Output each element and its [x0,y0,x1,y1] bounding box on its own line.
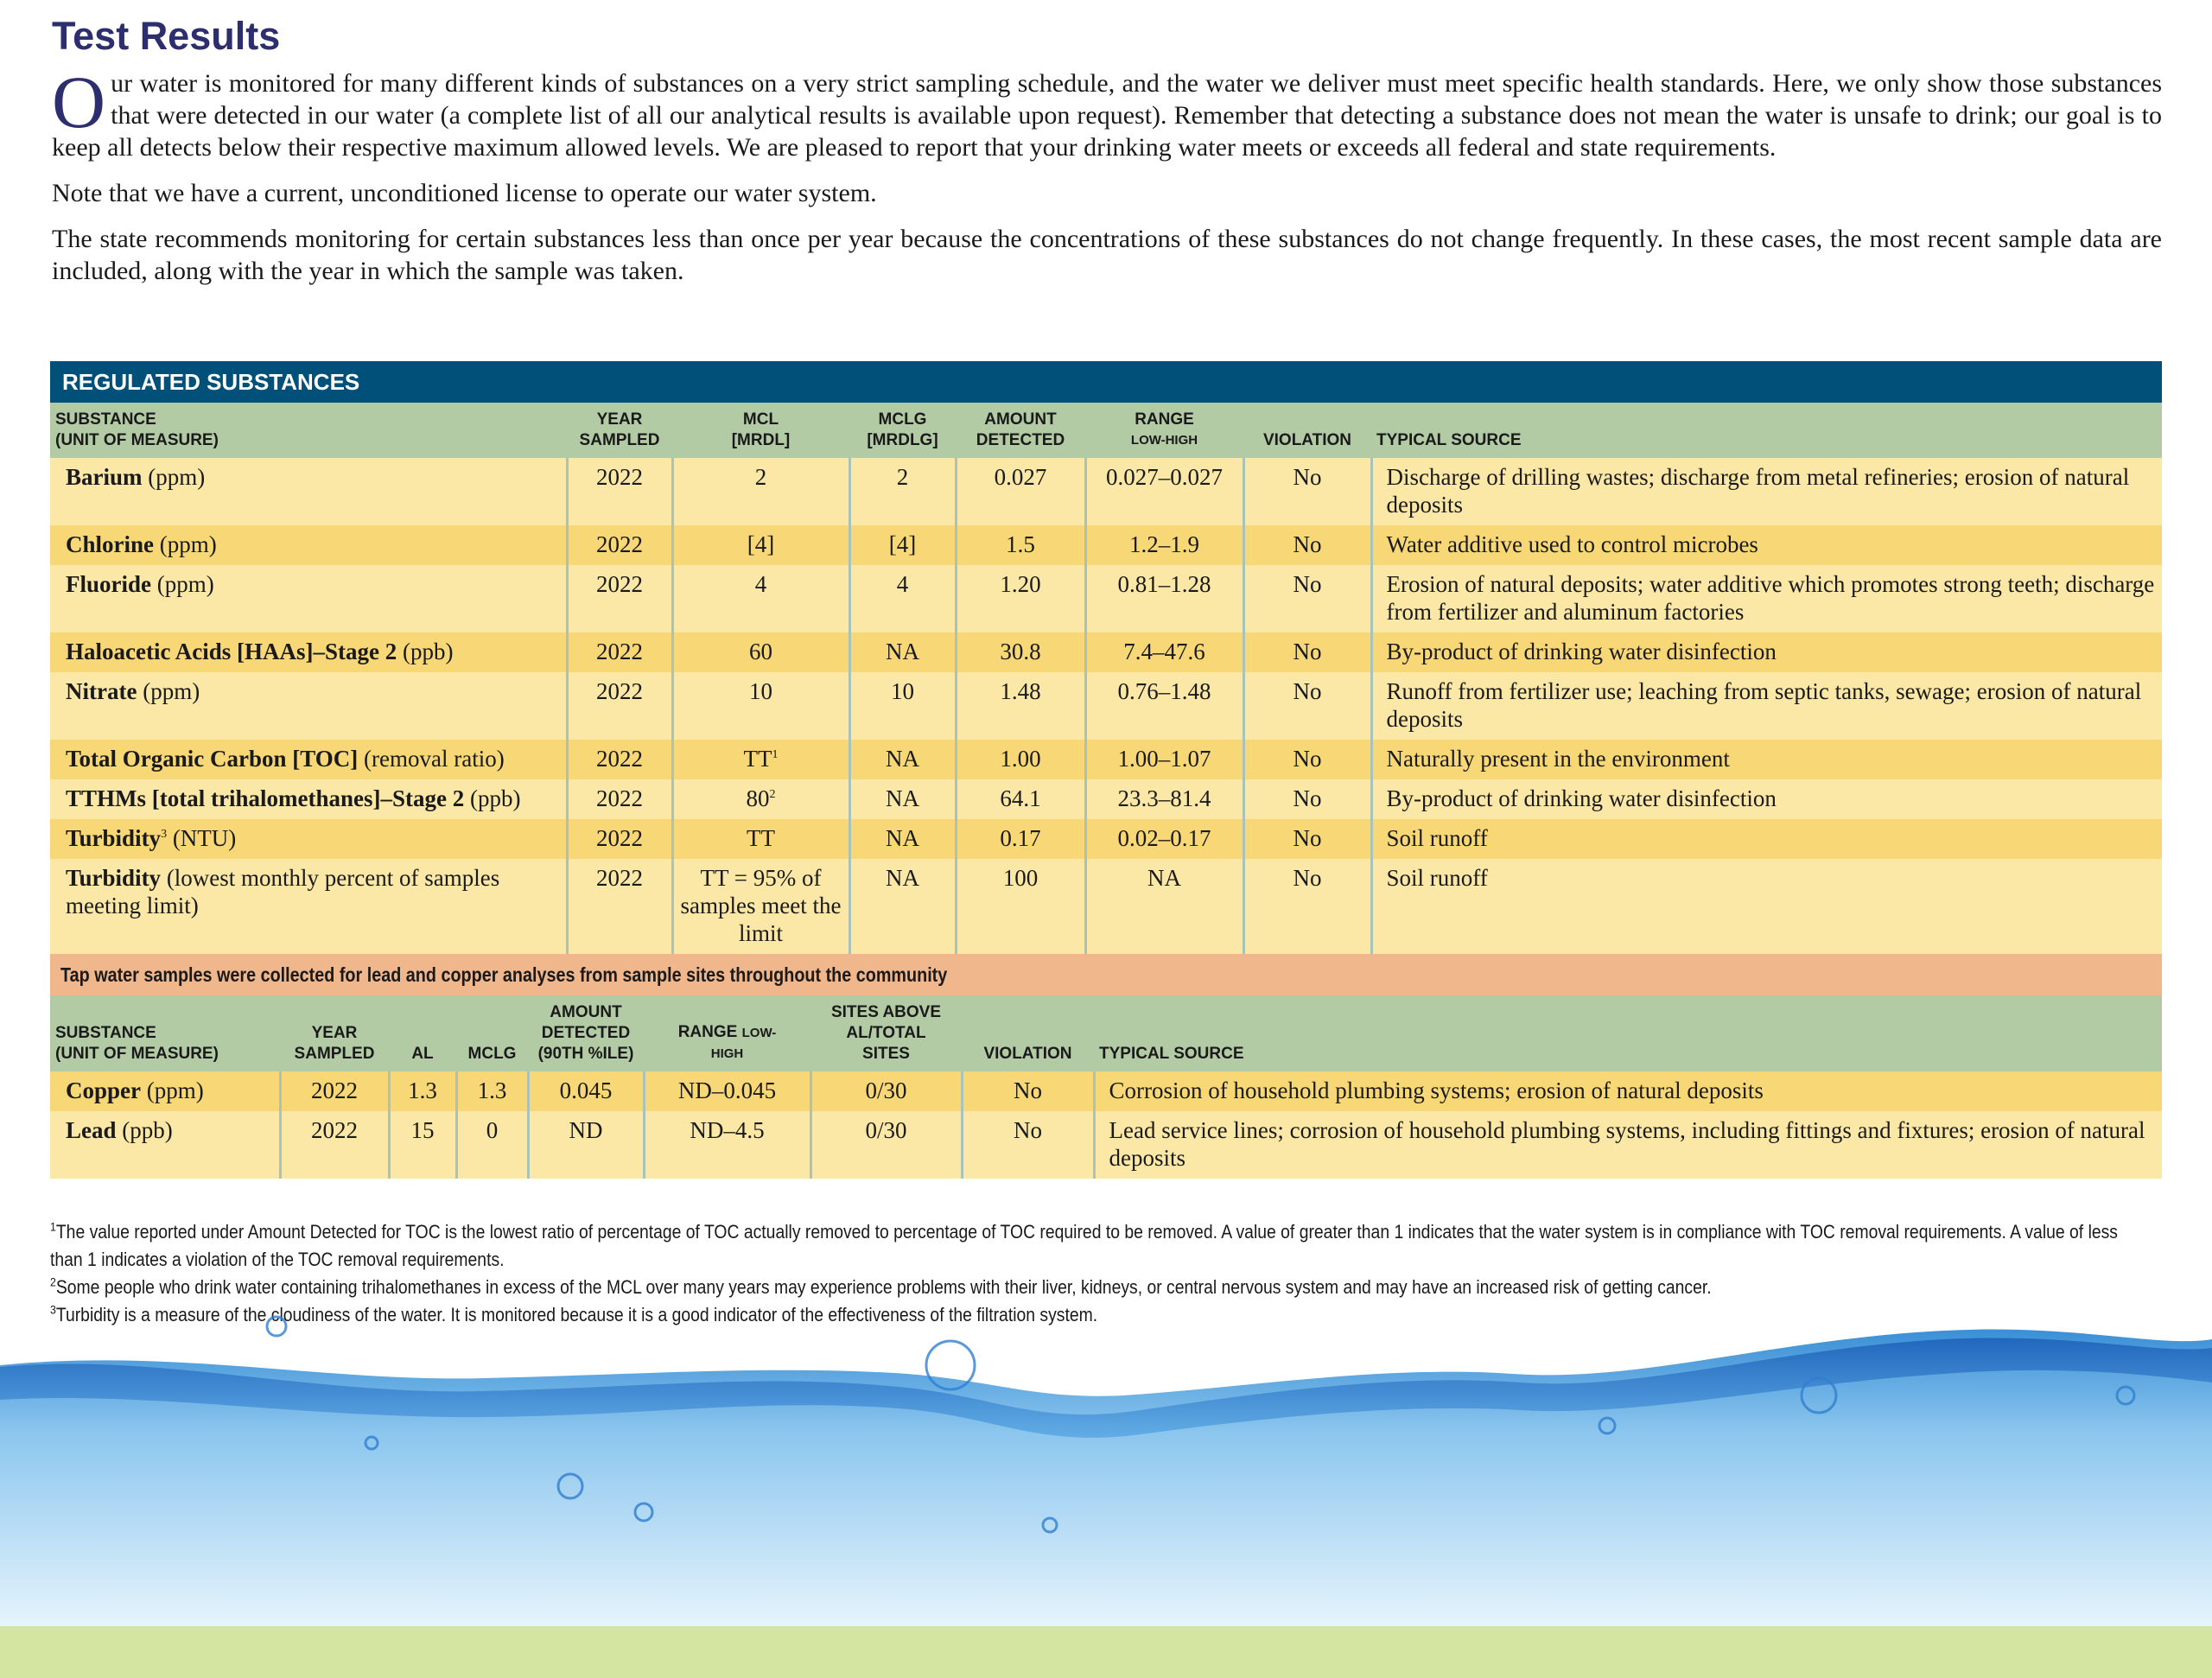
mcl-value: 60 [749,639,772,664]
substance-name: Total Organic Carbon [TOC] [66,746,359,772]
violation-cell: No [1243,525,1371,565]
mclg-cell: NA [849,859,956,954]
tap-header-sites: SITES ABOVE AL/TOTAL SITES [810,995,962,1071]
year-cell: 2022 [567,779,672,819]
amount-cell: 1.20 [956,565,1085,632]
mclg-cell: NA [849,819,956,859]
header-substance: SUBSTANCE (UNIT OF MEASURE) [50,403,567,458]
page-content [50,0,2162,1325]
amount-cell: 64.1 [956,779,1085,819]
mclg-cell: 0 [456,1111,528,1179]
footnotes [50,1218,2162,1329]
amount-cell: 0.045 [528,1071,644,1111]
source-cell: By-product of drinking water disinfection [1371,779,2162,819]
substance-cell [50,1071,280,1111]
tap-header-source: TYPICAL SOURCE [1094,995,2162,1071]
substance-unit: (lowest monthly percent of samples meeting limit) [66,865,500,918]
footnote-number: 2 [50,1274,56,1289]
mcl-value: TT [743,746,772,772]
sites-cell: 0/30 [810,1111,962,1179]
mclg-cell: 1.3 [456,1071,528,1111]
footnote-text: The value reported under Amount Detected for TOC is the lowest ratio of percentage of TOC actually removed to percentage of TOC required to be removed. A value of greater than 1 indicates that the water system is in compliance with TOC removal requirements. A value of less than 1 indicates a violation of the TOC removal requirements. [50,1221,2118,1270]
mcl-value: 80 [746,785,770,811]
substance-unit: (ppm) [141,1077,204,1103]
year-cell: 2022 [567,458,672,525]
amount-cell: 1.00 [956,740,1085,779]
substance-cell [50,632,567,672]
tap-header-range: RANGE LOW- HIGH [644,995,810,1071]
range-cell: ND–4.5 [644,1111,810,1179]
mclg-cell: NA [849,779,956,819]
range-cell: 0.02–0.17 [1085,819,1243,859]
amount-cell: 1.5 [956,525,1085,565]
footnote-number: 1 [50,1219,56,1234]
tap-header-row [50,995,2162,1071]
table-row [50,632,2162,672]
substance-cell [50,740,567,779]
amount-cell: 0.17 [956,819,1085,859]
footnote-text: Some people who drink water containing trihalomethanes in excess of the MCL over many years may experience problems with their liver, kidneys, or central nervous system and may have an increased risk of getting cancer. [55,1276,1712,1298]
regulated-header-row [50,403,2162,458]
range-cell: 23.3–81.4 [1085,779,1243,819]
substance-name: Turbidity [66,865,162,891]
substance-name: Haloacetic Acids [HAAs]–Stage 2 [66,639,397,664]
sites-cell: 0/30 [810,1071,962,1111]
footnote-marker: 3 [161,828,168,841]
tap-header-amount: AMOUNT DETECTED (90TH %ILE) [528,995,644,1071]
table-row [50,565,2162,632]
intro-paragraph [52,60,2162,163]
year-cell: 2022 [280,1111,389,1179]
violation-cell: No [1243,565,1371,632]
substance-cell [50,672,567,740]
violation-cell: No [962,1071,1094,1111]
substance-name: Chlorine [66,531,155,557]
year-cell: 2022 [567,632,672,672]
source-cell: Soil runoff [1371,859,2162,954]
amount-cell: ND [528,1111,644,1179]
mcl-cell [672,740,849,779]
header-violation: VIOLATION [1243,403,1371,458]
violation-cell: No [1243,632,1371,672]
footnote [50,1218,2150,1274]
substance-name: Copper [66,1077,141,1103]
results-table-section [50,361,2162,1179]
amount-cell: 0.027 [956,458,1085,525]
source-cell: By-product of drinking water disinfection [1371,632,2162,672]
table-row [50,525,2162,565]
regulated-table [50,403,2162,954]
range-cell: 0.027–0.027 [1085,458,1243,525]
substance-cell [50,525,567,565]
amount-cell: 30.8 [956,632,1085,672]
source-cell: Runoff from fertilizer use; leaching from septic tanks, sewage; erosion of natural deposits [1371,672,2162,740]
mcl-cell [672,525,849,565]
substance-cell [50,859,567,954]
range-cell: NA [1085,859,1243,954]
header-mclg: MCLG [MRDLG] [849,403,956,458]
violation-cell: No [1243,819,1371,859]
substance-unit: (NTU) [167,825,237,851]
violation-cell: No [962,1111,1094,1179]
source-cell: Discharge of drilling wastes; discharge from metal refineries; erosion of natural deposits [1371,458,2162,525]
al-cell: 1.3 [389,1071,456,1111]
substance-cell [50,565,567,632]
substance-unit: (ppm) [151,571,214,597]
substance-unit: (ppm) [142,464,206,490]
table-row [50,859,2162,954]
source-cell: Naturally present in the environment [1371,740,2162,779]
substance-name: TTHMs [total trihalomethanes]–Stage 2 [66,785,465,811]
range-cell: 0.81–1.28 [1085,565,1243,632]
range-cell: 7.4–47.6 [1085,632,1243,672]
mclg-cell: 4 [849,565,956,632]
water-wave-illustration [0,1313,2212,1626]
substance-unit: (ppb) [397,639,454,664]
year-cell: 2022 [567,525,672,565]
footnote-marker: 1 [772,748,779,761]
mclg-cell: [4] [849,525,956,565]
table-row [50,672,2162,740]
drop-cap: O [52,60,106,143]
range-cell: 0.76–1.48 [1085,672,1243,740]
substance-cell [50,1111,280,1179]
substance-cell [50,779,567,819]
page-title: Test Results [52,14,281,58]
mcl-cell [672,859,849,954]
substance-unit: (ppm) [137,678,200,704]
monitoring-note: The state recommends monitoring for certain substances less than once per year because the concentrations of these substances do not change frequently. In these cases, the most recent sample data are included, along with the year in which the sample was taken. [52,225,2162,285]
mcl-value: 2 [754,464,767,490]
mclg-cell: NA [849,740,956,779]
tap-water-banner: Tap water samples were collected for lead and copper analyses from sample sites throughout the community [50,954,2162,995]
source-cell: Corrosion of household plumbing systems; erosion of natural deposits [1094,1071,2162,1111]
al-cell: 15 [389,1111,456,1179]
table-row [50,1111,2162,1179]
header-amount: AMOUNT DETECTED [956,403,1085,458]
source-cell: Erosion of natural deposits; water additive which promotes strong teeth; discharge from fertilizer and aluminum factories [1371,565,2162,632]
violation-cell: No [1243,740,1371,779]
ground-strip [0,1626,2212,1678]
amount-cell: 100 [956,859,1085,954]
violation-cell: No [1243,779,1371,819]
substance-cell [50,458,567,525]
table-row [50,779,2162,819]
footnote-text: Turbidity is a measure of the cloudiness of the water. It is monitored because it is a good indicator of the effectiveness of the filtration system. [55,1304,1098,1325]
substance-name: Turbidity [66,825,162,851]
tap-header-mclg: MCLG [456,995,528,1071]
substance-name: Nitrate [66,678,137,704]
table-row [50,1071,2162,1111]
table-row [50,458,2162,525]
tap-header-violation: VIOLATION [962,995,1094,1071]
mcl-value: 10 [749,678,772,704]
regulated-banner: REGULATED SUBSTANCES [50,361,2162,403]
year-cell: 2022 [567,740,672,779]
year-cell: 2022 [567,859,672,954]
header-year: YEAR SAMPLED [567,403,672,458]
mcl-cell [672,632,849,672]
mcl-cell [672,672,849,740]
year-cell: 2022 [567,565,672,632]
header-range: RANGE LOW-HIGH [1085,403,1243,458]
mcl-cell [672,779,849,819]
substance-name: Lead [66,1117,117,1143]
year-cell: 2022 [567,819,672,859]
substance-name: Fluoride [66,571,151,597]
year-cell: 2022 [567,672,672,740]
footnote-marker: 2 [769,788,776,801]
header-source: TYPICAL SOURCE [1371,403,2162,458]
substance-cell [50,819,567,859]
tap-header-year: YEAR SAMPLED [280,995,389,1071]
violation-cell: No [1243,859,1371,954]
mcl-value: TT = 95% of samples meet the limit [680,865,842,946]
source-cell: Lead service lines; corrosion of household plumbing systems, including fittings and fixtures; erosion of natural deposits [1094,1111,2162,1179]
mclg-cell: NA [849,632,956,672]
mclg-cell: 10 [849,672,956,740]
amount-cell: 1.48 [956,672,1085,740]
substance-unit: (ppm) [154,531,217,557]
table-row [50,819,2162,859]
range-cell: 1.2–1.9 [1085,525,1243,565]
violation-cell: No [1243,672,1371,740]
tap-table [50,995,2162,1179]
tap-header-al: AL [389,995,456,1071]
mcl-value: 4 [754,571,767,597]
range-cell: ND–0.045 [644,1071,810,1111]
source-cell: Water additive used to control microbes [1371,525,2162,565]
violation-cell: No [1243,458,1371,525]
source-cell: Soil runoff [1371,819,2162,859]
year-cell: 2022 [280,1071,389,1111]
footnote [50,1274,2150,1301]
substance-unit: (removal ratio) [358,746,505,772]
substance-name: Barium [66,464,143,490]
license-note: Note that we have a current, unconditioned license to operate our water system. [52,179,877,207]
range-cell: 1.00–1.07 [1085,740,1243,779]
mclg-cell: 2 [849,458,956,525]
mcl-cell [672,819,849,859]
mcl-cell [672,565,849,632]
mcl-cell [672,458,849,525]
intro-paragraph-text: ur water is monitored for many different kinds of substances on a very strict sampling schedule, and the water we deliver must meet specific health standards. Here, we only show those substances that were detected in our water (a complete list of all our analytical results is available upon request). Remember that detecting a substance does not mean the water is unsafe to drink; our goal is to keep all detects below their respective maximum allowed levels. We are pleased to report that your drinking water meets or exceeds all federal and state requirements. [52,69,2162,162]
substance-unit: (ppb) [116,1117,173,1143]
footnote-number: 3 [50,1302,56,1317]
mcl-value: TT [747,825,775,851]
table-row [50,740,2162,779]
header-mcl: MCL [MRDL] [672,403,849,458]
mcl-value: [4] [747,531,775,557]
substance-unit: (ppb) [464,785,521,811]
tap-header-substance: SUBSTANCE (UNIT OF MEASURE) [50,995,280,1071]
